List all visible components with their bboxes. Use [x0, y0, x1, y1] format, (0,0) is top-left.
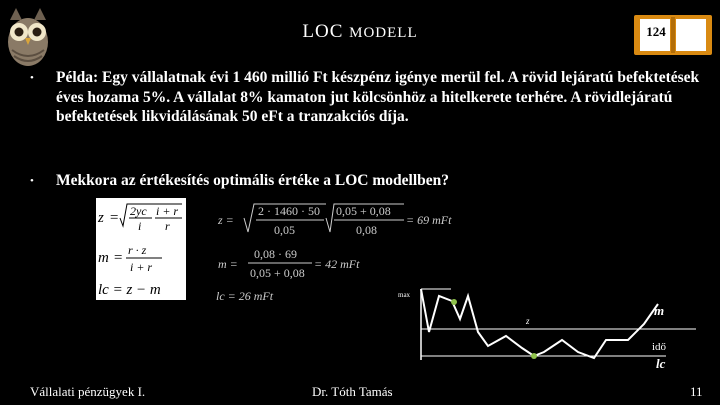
- svg-text:0,08: 0,08: [356, 223, 377, 237]
- svg-text:0,05 + 0,08: 0,05 + 0,08: [336, 204, 391, 218]
- slide-title: LOC MODELL: [302, 21, 418, 42]
- formula-lc: lc = z − m: [98, 282, 161, 298]
- footer-page-number: 11: [690, 384, 703, 399]
- svg-text:2 · 1460 · 50: 2 · 1460 · 50: [258, 204, 320, 218]
- formula-m-lhs: m: [98, 250, 109, 266]
- bullet-text-1: Példa: Egy vállalatnak évi 1 460 millió Ft készpénz igénye merül fel. A rövid lejáratú befektetések éves hozama 5%. A vállalat 8% kamaton jut kölcsönhöz a hitelkerete terhére. A rövidlejáratú befektetések likvidálásának 50 eFt a tranzakciós díja.: [56, 69, 700, 126]
- svg-text:0,05 + 0,08: 0,05 + 0,08: [250, 266, 305, 280]
- svg-text:=: =: [113, 250, 124, 266]
- svg-text:i + r: i + r: [130, 260, 153, 274]
- marker-bottom: [531, 353, 537, 359]
- svg-text:= 69 mFt: = 69 mFt: [406, 213, 452, 227]
- svg-text:0,08 · 69: 0,08 · 69: [254, 247, 297, 261]
- svg-text:= 42 mFt: = 42 mFt: [314, 257, 360, 271]
- svg-text:z =: z =: [218, 213, 234, 227]
- graph-label-max: max: [398, 291, 411, 299]
- svg-text:m =: m =: [218, 257, 238, 271]
- svg-text:0,05: 0,05: [274, 223, 295, 237]
- bullet-dot: •: [30, 175, 34, 187]
- svg-text:i + r: i + r: [156, 204, 179, 218]
- marker-top: [451, 299, 457, 305]
- page-badge: 124: [646, 24, 666, 39]
- graph-label-m: m: [654, 303, 665, 318]
- svg-text:r: r: [165, 219, 170, 233]
- balance-line: [421, 289, 658, 358]
- svg-text:lc = 26 mFt: lc = 26 mFt: [216, 289, 274, 303]
- formula-z-lhs: z: [98, 210, 104, 226]
- graph-label-ido: idő: [652, 341, 667, 353]
- bullet-dot: •: [30, 72, 34, 84]
- svg-text:2yc: 2yc: [130, 204, 147, 218]
- graph-label-z: z: [526, 316, 530, 326]
- svg-text:r · z: r · z: [128, 243, 147, 257]
- svg-text:=: =: [109, 210, 120, 226]
- bullet-text-2: Mekkora az értékesítés optimális értéke a LOC modellben?: [56, 172, 450, 189]
- footer-course: Vállalati pénzügyek I.: [30, 384, 146, 399]
- footer-author: Dr. Tóth Tamás: [312, 384, 393, 399]
- graph-label-lc: lc: [656, 356, 666, 371]
- svg-text:i: i: [138, 219, 142, 233]
- loc-graph: [396, 284, 706, 380]
- formula-box-left: [96, 198, 186, 300]
